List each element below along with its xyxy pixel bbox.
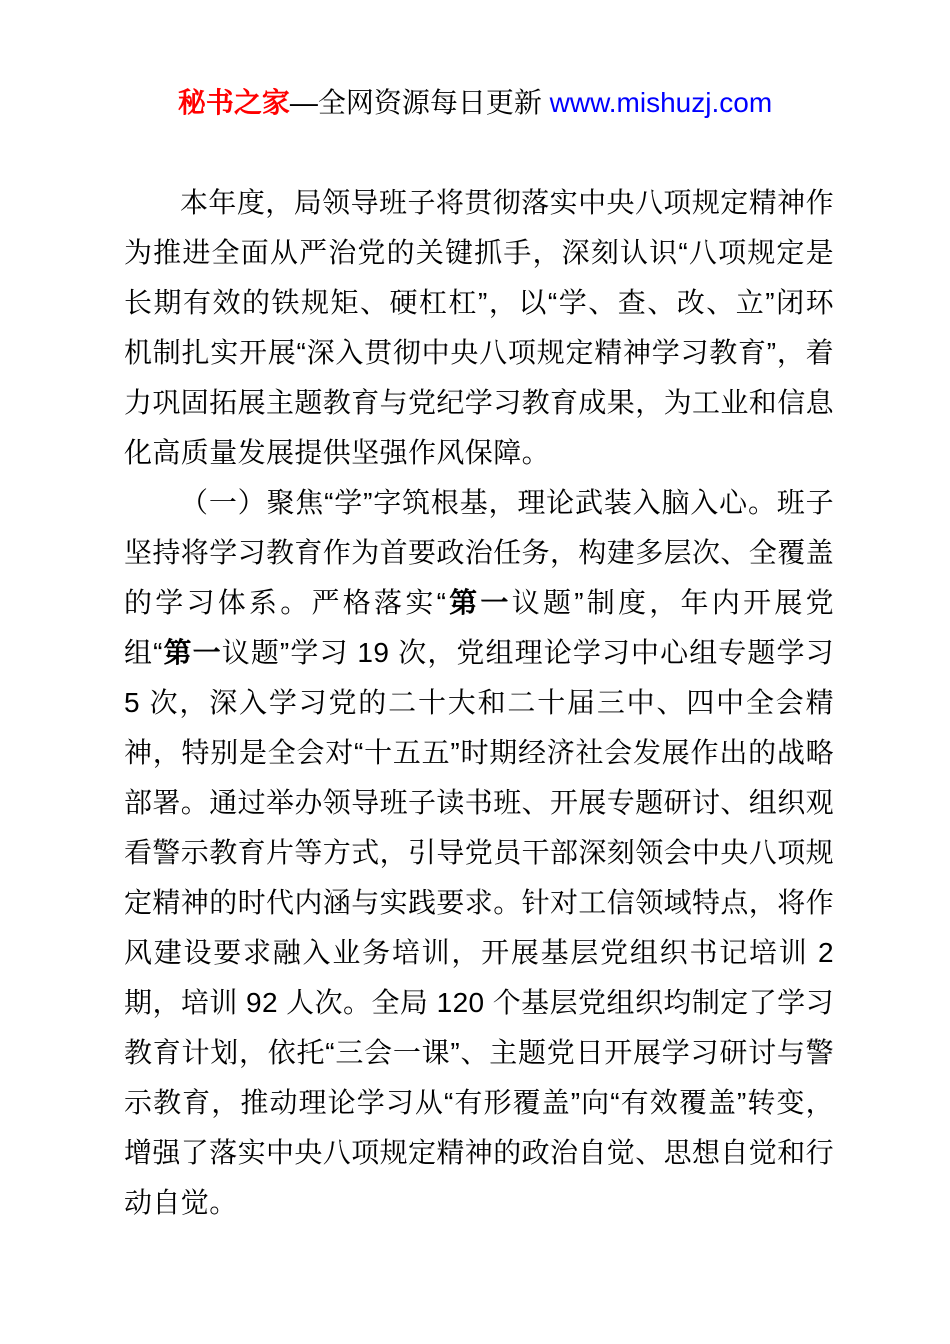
bold-text-run: 第一 bbox=[162, 637, 222, 668]
text-run: （一）聚焦“学”字筑根基，理论武装入脑入心。班子坚持将学习教育作为首要政治任务，构建多层次、全覆盖的学习体系。严格落实“ bbox=[124, 487, 835, 618]
text-run: 本年度，局领导班子将贯彻落实中央八项规定精神作为推进全面从严治党的关键抓手，深刻认识“八项规定是长期有效的铁规矩、硬杠杠”，以“学、查、改、立”闭环机制扎实开展“深入贯彻中央八项规定精神学习教育”，着力巩固拓展主题教育与党纪学习教育成果，为工业和信息化高质量发展提供坚强作风保障。 bbox=[124, 187, 835, 468]
bold-text-run: 第一 bbox=[446, 587, 512, 618]
document-body bbox=[124, 178, 834, 1228]
site-url: www.mishuzj.com bbox=[549, 87, 773, 118]
site-tagline: —全网资源每日更新 bbox=[289, 87, 550, 118]
site-header bbox=[0, 84, 950, 122]
text-run: 议题”学习 19 次，党组理论学习中心组专题学习 5 次，深入学习党的二十大和二十届三中、四中全会精神，特别是全会对“十五五”时期经济社会发展作出的战略部署。通过举办领导班子读书班、开展专题研讨、组织观看警示教育片等方式，引导党员干部深刻领会中央八项规定精神的时代内涵与实践要求。针对工信领域特点，将作风建设要求融入业务培训，开展基层党组织书记培训 2 期，培训 92 人次。全局 120 个基层党组织均制定了学习教育计划，依托“三会一课”、主题党日开展学习研讨与警示教育，推动理论学习从“有形覆盖”向“有效覆盖”转变，增强了落实中央八项规定精神的政治自觉、思想自觉和行动自觉。 bbox=[124, 637, 835, 1218]
paragraph-intro bbox=[124, 178, 834, 478]
text-run: 议题”制度，年内开展党组“ bbox=[124, 587, 834, 668]
paragraph-section-one bbox=[124, 478, 834, 1228]
site-brand: 秘书之家 bbox=[177, 87, 290, 118]
